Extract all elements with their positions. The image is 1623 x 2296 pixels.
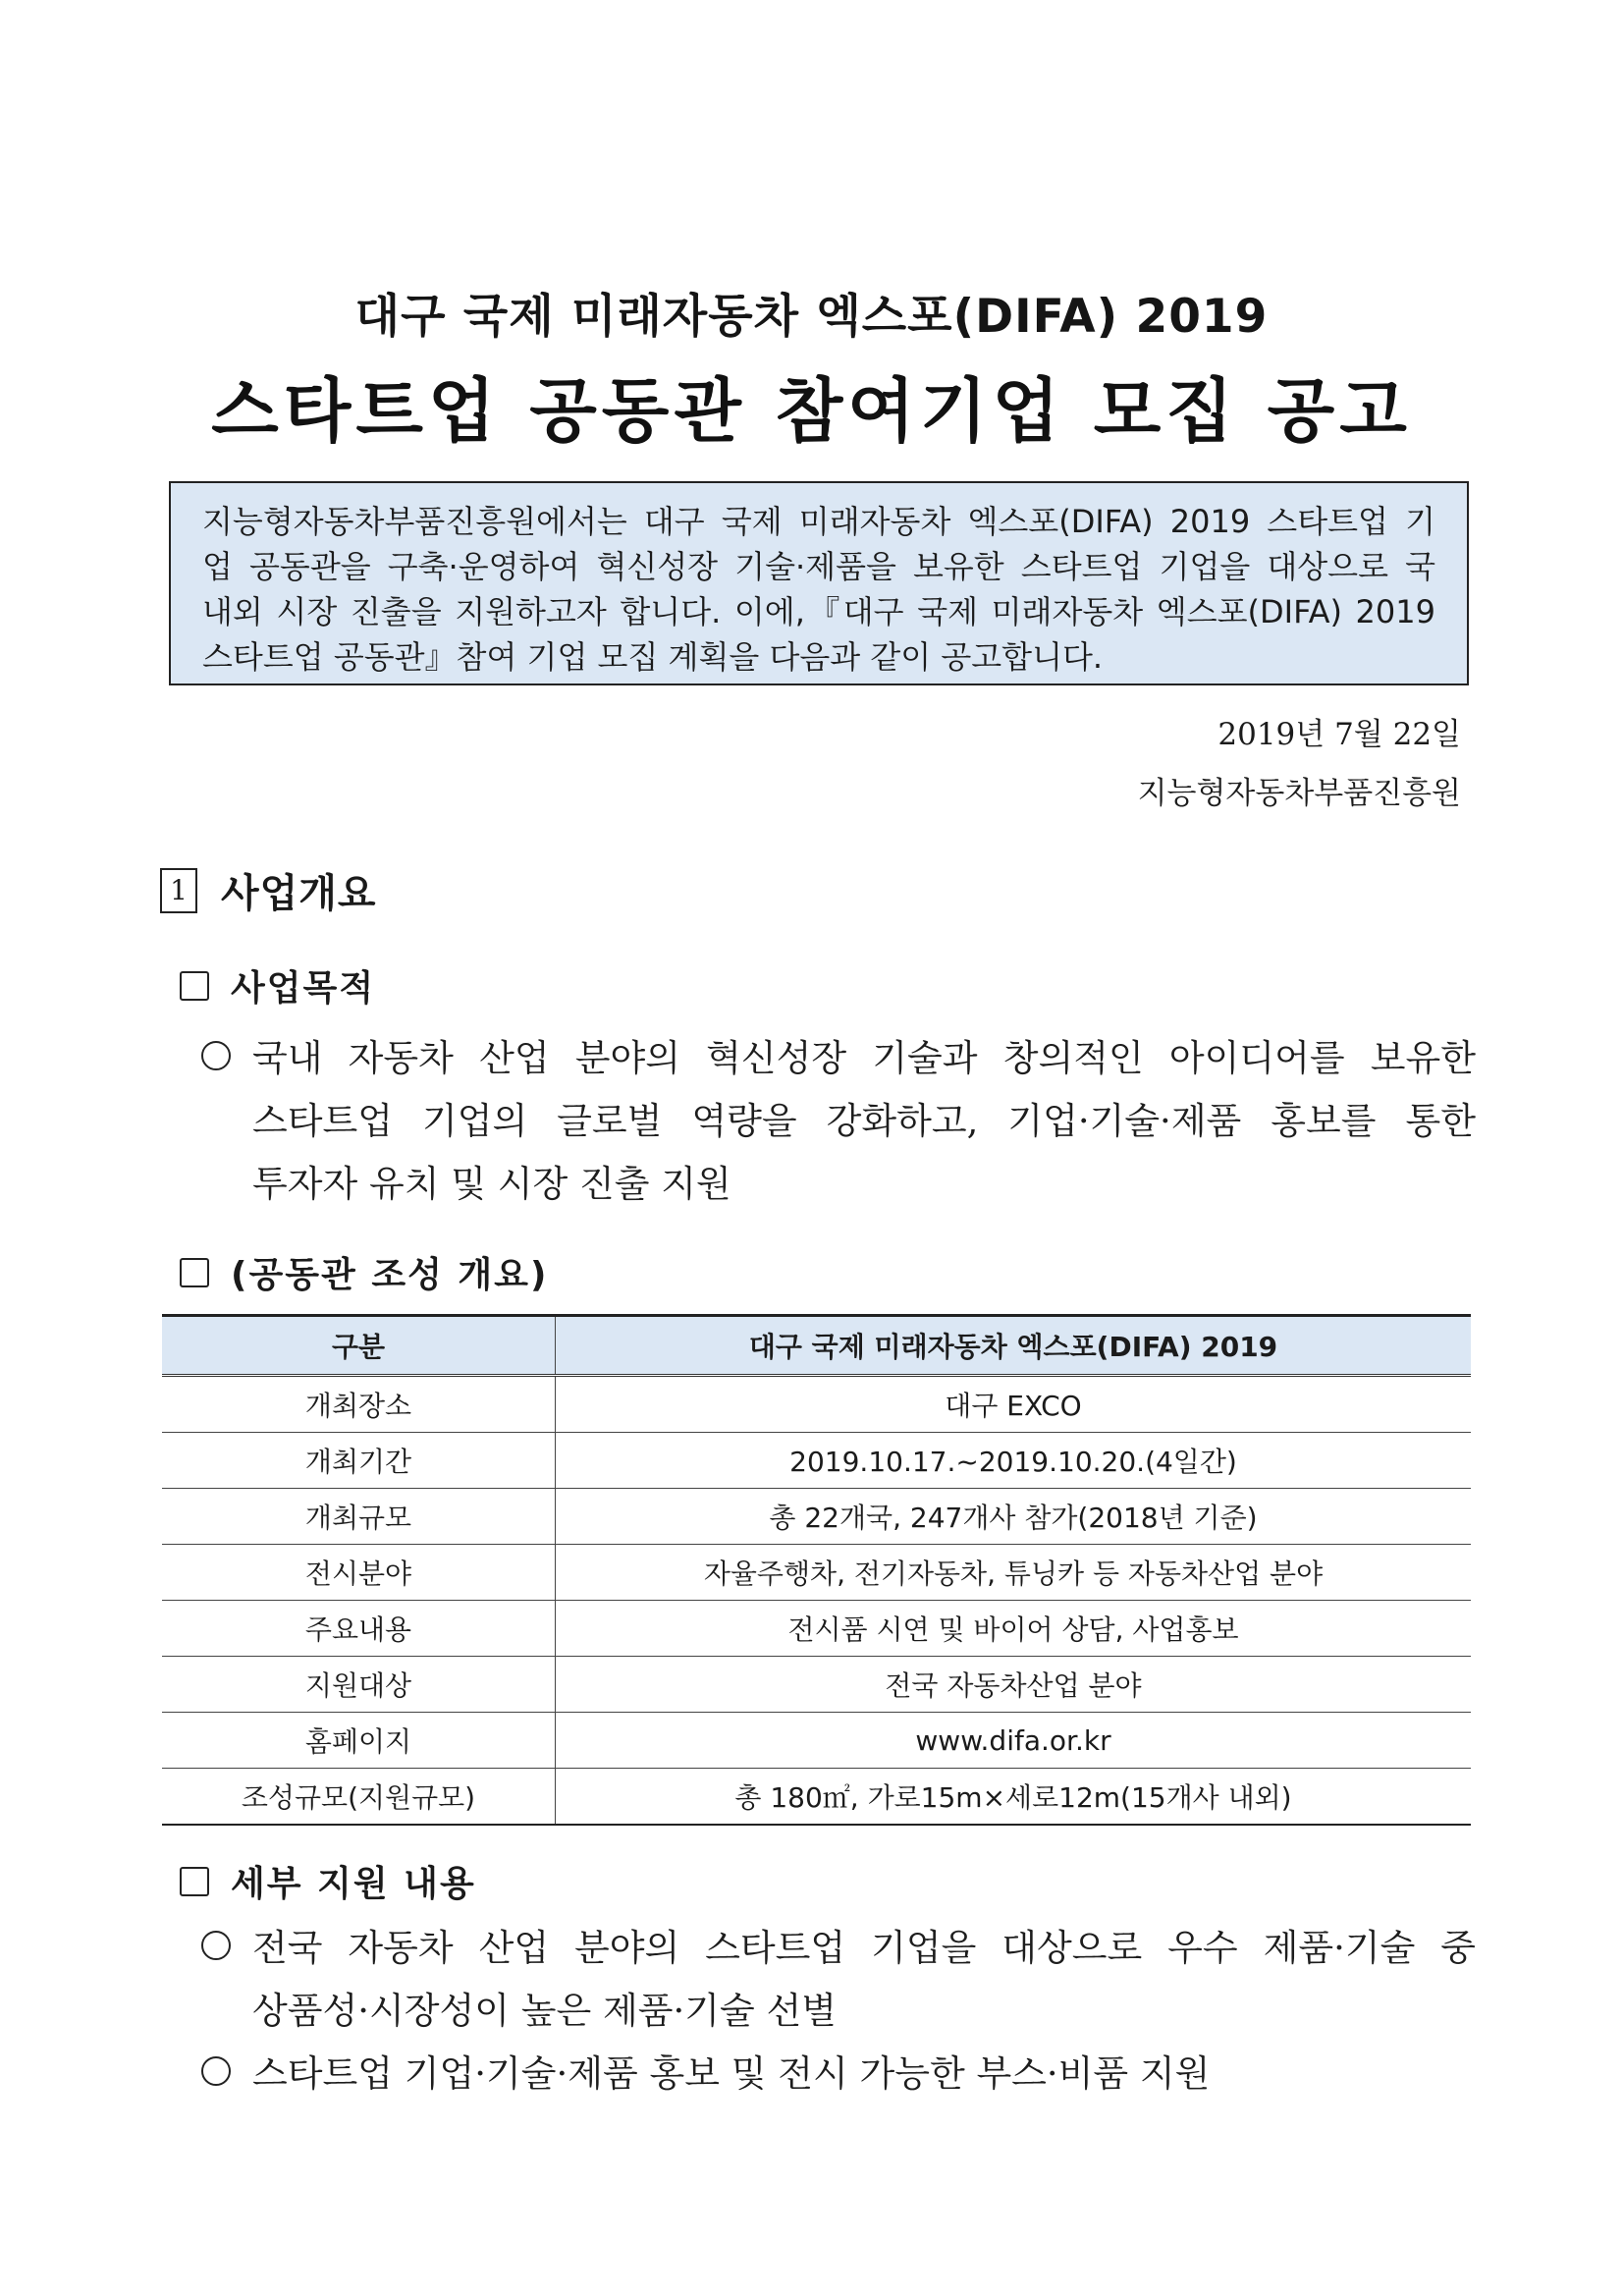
- table-value-cell: 대구 EXCO: [556, 1376, 1472, 1433]
- paragraph-line: 스타트업 기업의 글로벌 역량을 강화하고, 기업·기술·제품 홍보를 통한: [252, 1100, 1476, 1142]
- table-row: [162, 1657, 1471, 1713]
- table-value-cell: 전시품 시연 및 바이어 상담, 사업홍보: [556, 1601, 1472, 1657]
- paragraph-line: 스타트업 기업·기술·제품 홍보 및 전시 가능한 부스·비품 지원: [252, 2052, 1211, 2095]
- expo-overview-table: [162, 1314, 1471, 1826]
- table-label-cell: 전시분야: [162, 1545, 556, 1601]
- intro-line: 지능형자동차부품진흥원에서는 대구 국제 미래자동차 엑스포(DIFA) 2019 스타트업 기: [202, 503, 1435, 540]
- circle-bullet-icon: [201, 1041, 231, 1070]
- table-row: [162, 1433, 1471, 1489]
- table-header-cell: 대구 국제 미래자동차 엑스포(DIFA) 2019: [556, 1316, 1472, 1376]
- subsection-support: [180, 1856, 476, 1906]
- square-bullet-icon: [180, 971, 209, 1001]
- table-value-cell: 2019.10.17.~2019.10.20.(4일간): [556, 1433, 1472, 1489]
- square-bullet-icon: [180, 1258, 209, 1287]
- square-bullet-icon: [180, 1867, 209, 1896]
- table-row: [162, 1769, 1471, 1826]
- paragraph-line: 투자자 유치 및 시장 진출 지원: [252, 1163, 731, 1205]
- subsection-title: 세부 지원 내용: [231, 1864, 476, 1904]
- section-number-box: 1: [160, 868, 197, 913]
- section-title: 사업개요: [221, 871, 377, 916]
- paragraph-line: 상품성·시장성이 높은 제품·기술 선별: [252, 1990, 837, 2032]
- title-line-2: 스타트업 공동관 참여기업 모집 공고: [211, 370, 1412, 452]
- paragraph-line: 전국 자동차 산업 분야의 스타트업 기업을 대상으로 우수 제품·기술 중: [252, 1927, 1476, 1969]
- intro-line: 내외 시장 진출을 지원하고자 합니다. 이에,『대구 국제 미래자동차 엑스포(DIFA) 2019: [202, 593, 1435, 630]
- table-row: [162, 1601, 1471, 1657]
- subsection-title: (공동관 조성 개요): [231, 1255, 549, 1295]
- table-header-row: [162, 1316, 1471, 1376]
- issuing-organization: 지능형자동차부품진흥원: [1137, 776, 1461, 811]
- paragraph-line: 국내 자동차 산업 분야의 혁신성장 기술과 창의적인 아이디어를 보유한: [252, 1037, 1476, 1079]
- table-label-cell: 홈페이지: [162, 1713, 556, 1769]
- circle-bullet-icon: [201, 1931, 231, 1960]
- subsection-title: 사업목적: [231, 968, 376, 1009]
- support-paragraph-1: [201, 1917, 1476, 2043]
- table-row: [162, 1545, 1471, 1601]
- title-line-1: 대구 국제 미래자동차 엑스포(DIFA) 2019: [354, 290, 1269, 344]
- table-row: [162, 1713, 1471, 1769]
- announcement-date: 2019년 7월 22일: [1217, 717, 1461, 752]
- subsection-purpose: [180, 960, 375, 1011]
- purpose-paragraph: [201, 1027, 1476, 1216]
- table-label-cell: 조성규모(지원규모): [162, 1769, 556, 1826]
- table-value-cell: 총 180㎡, 가로15m×세로12m(15개사 내외): [556, 1769, 1472, 1826]
- table-label-cell: 개최규모: [162, 1489, 556, 1545]
- circle-bullet-icon: [201, 2056, 231, 2086]
- subsection-overview: [180, 1247, 548, 1297]
- table-value-cell: 자율주행차, 전기자동차, 튜닝카 등 자동차산업 분야: [556, 1545, 1472, 1601]
- table-label-cell: 주요내용: [162, 1601, 556, 1657]
- support-paragraph-2: [201, 2043, 1476, 2105]
- table-header-cell: 구분: [162, 1316, 556, 1376]
- table-value-cell: www.difa.or.kr: [556, 1713, 1472, 1769]
- table-value-cell: 전국 자동차산업 분야: [556, 1657, 1472, 1713]
- table-label-cell: 개최장소: [162, 1376, 556, 1433]
- intro-line: 스타트업 공동관』참여 기업 모집 계획을 다음과 같이 공고합니다.: [202, 638, 1104, 676]
- table-label-cell: 지원대상: [162, 1657, 556, 1713]
- table-value-cell: 총 22개국, 247개사 참가(2018년 기준): [556, 1489, 1472, 1545]
- table-row: [162, 1489, 1471, 1545]
- section-heading: [160, 862, 377, 918]
- intro-box: [169, 481, 1469, 685]
- table-row: [162, 1376, 1471, 1433]
- intro-line: 업 공동관을 구축·운영하여 혁신성장 기술·제품을 보유한 스타트업 기업을 대상으로 국: [202, 548, 1435, 585]
- table-label-cell: 개최기간: [162, 1433, 556, 1489]
